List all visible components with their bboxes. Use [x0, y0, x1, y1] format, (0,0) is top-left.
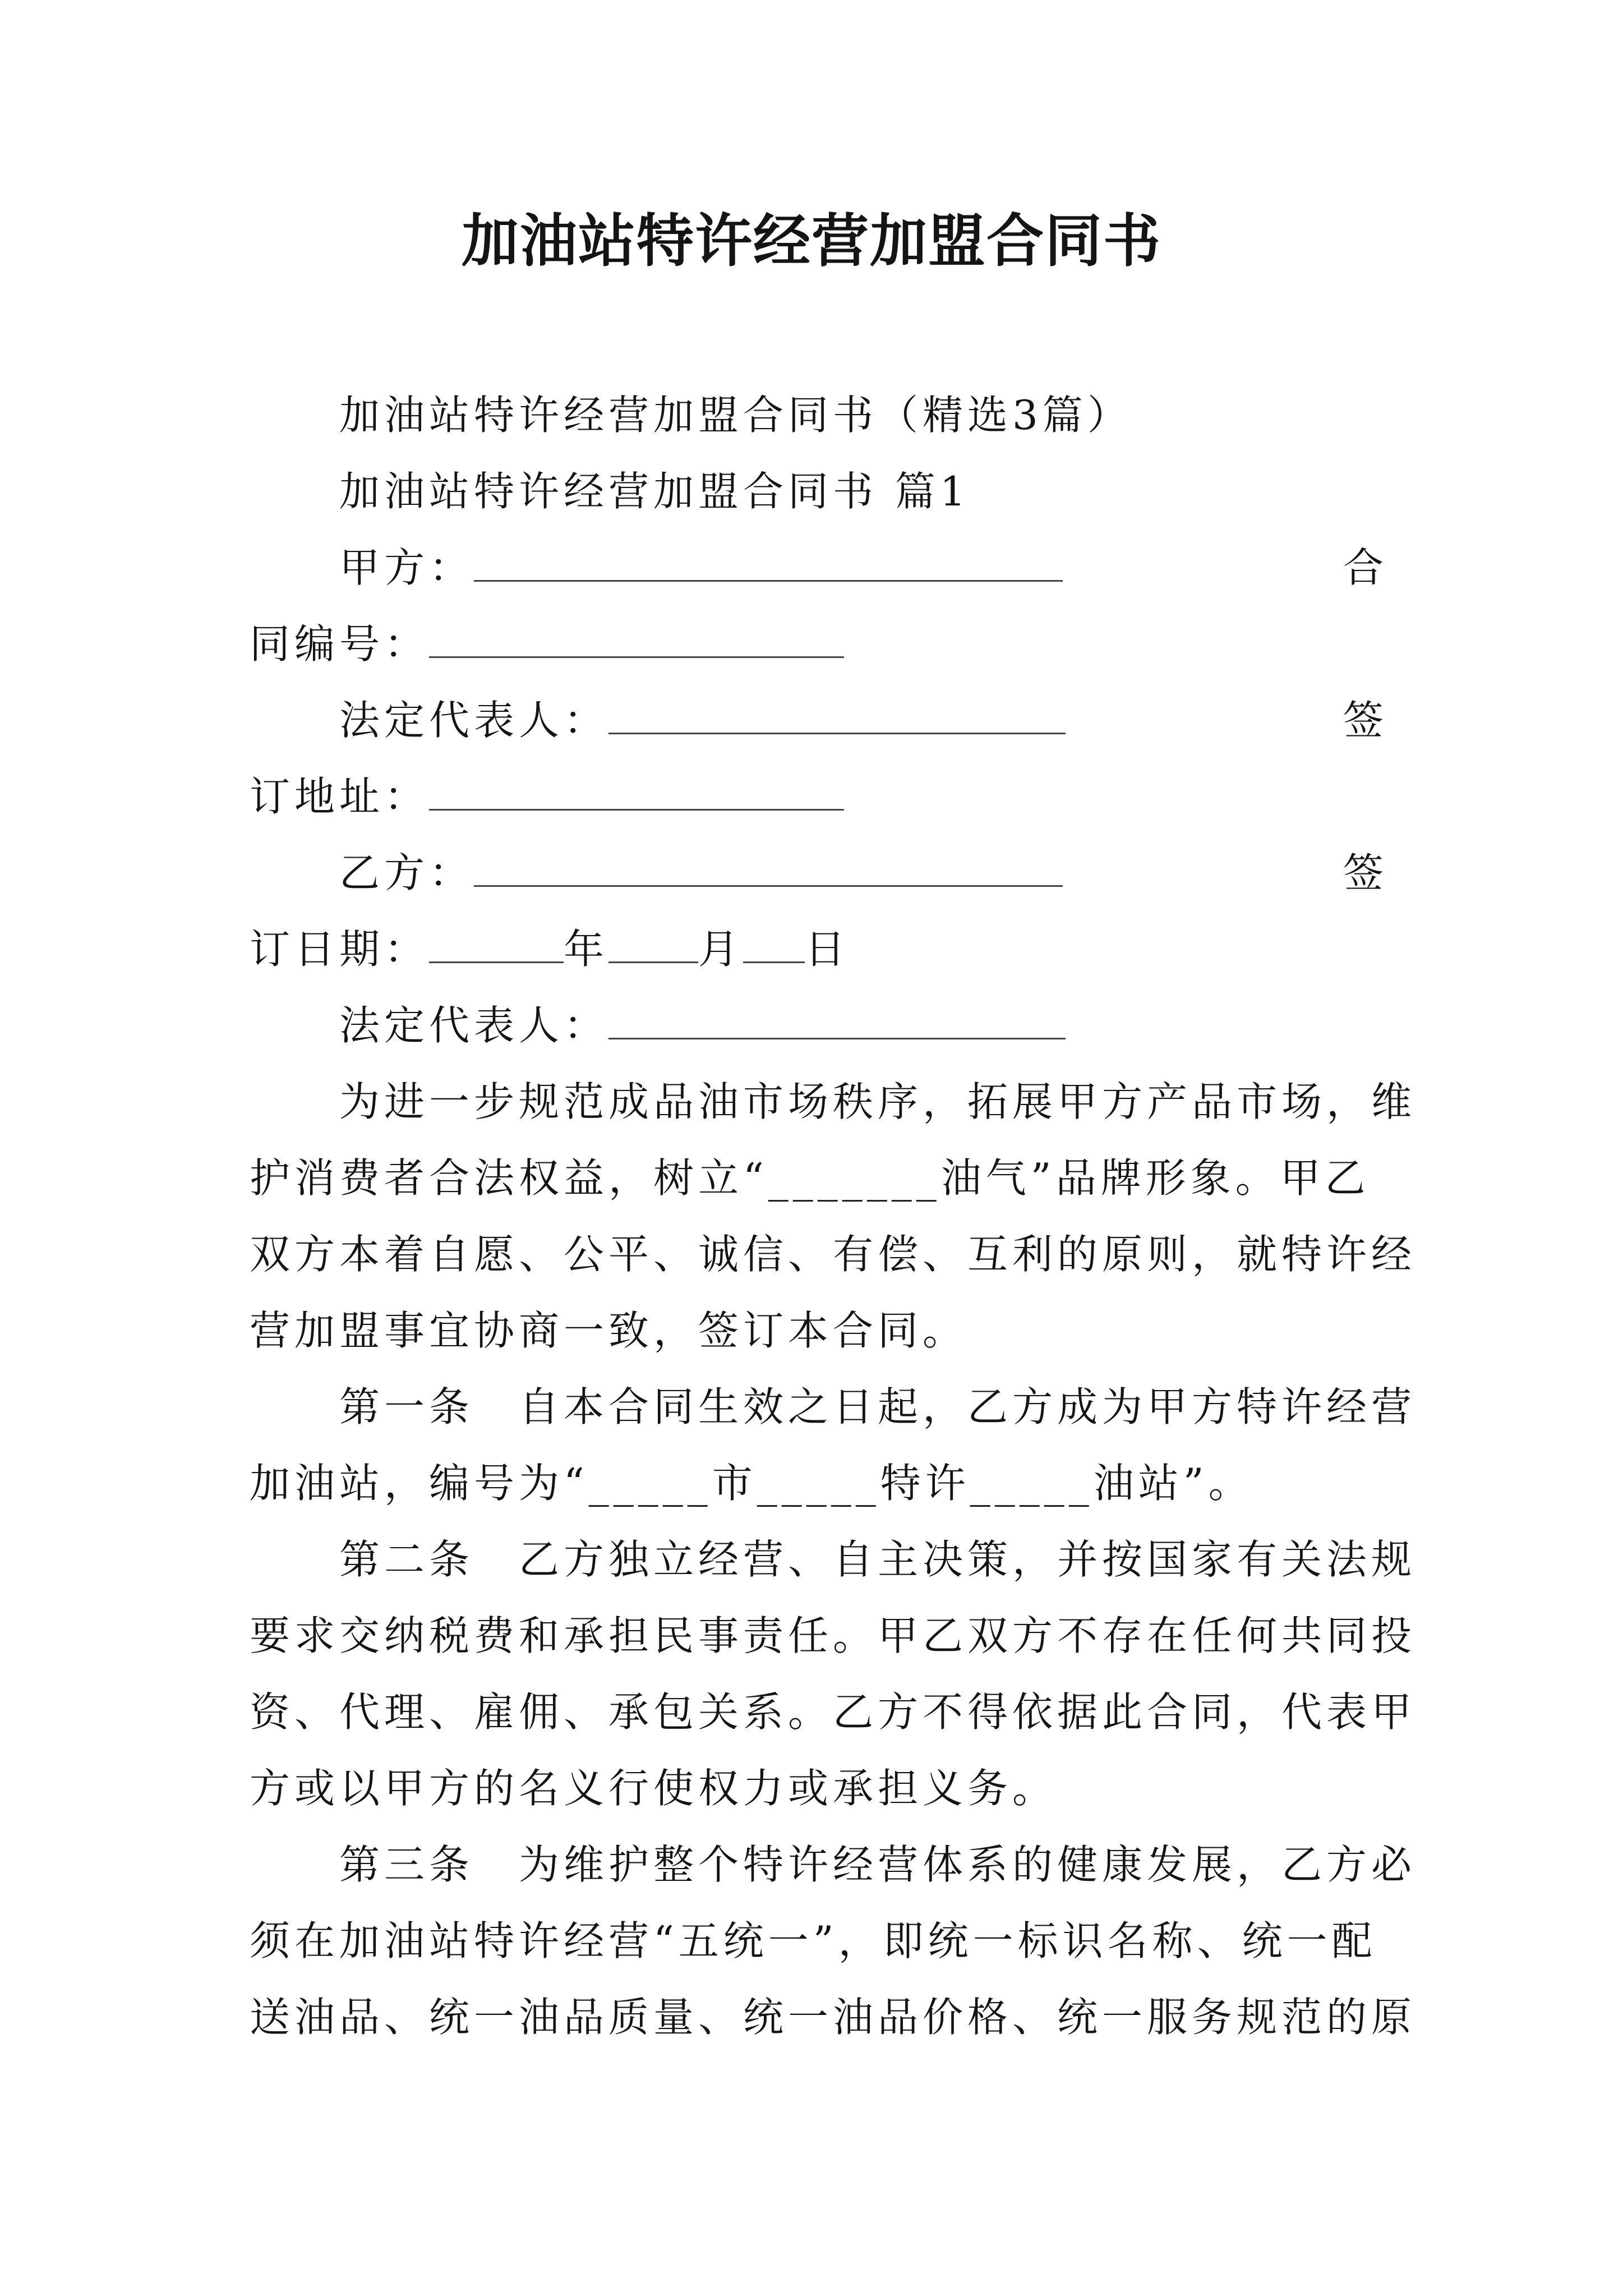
preamble-line: 为进一步规范成品油市场秩序，拓展甲方产品市场，维: [339, 1078, 1417, 1125]
sign-place-blank: [429, 774, 844, 811]
article-1-line: 加油站，编号为“_____市_____特许_____油站”。: [250, 1460, 1253, 1507]
legal-rep-b-label: 法定代表人：: [339, 1002, 609, 1049]
sign-date-label: 订日期：: [250, 926, 430, 973]
year-label: 年: [564, 926, 609, 973]
sign-place-tail: 签: [1343, 697, 1389, 744]
year-blank: [429, 927, 564, 963]
sign-place-label: 订地址：: [250, 773, 430, 820]
article-2-line: 第二条 乙方独立经营、自主决策，并按国家有关法规: [339, 1536, 1417, 1583]
legal-rep-b-blank: [608, 1003, 1066, 1039]
party-a-label: 甲方：: [339, 544, 474, 591]
sign-date-tail: 签: [1343, 849, 1389, 896]
legal-rep-a-blank: [608, 698, 1066, 734]
day-label: 日: [805, 926, 850, 973]
sign-date-field: [250, 921, 850, 977]
article-2-line: 资、代理、雇佣、承包关系。乙方不得依据此合同，代表甲: [250, 1688, 1417, 1736]
legal-rep-b-field: [339, 997, 1066, 1053]
preamble-line: 营加盟事宜协商一致，签订本合同。: [250, 1307, 968, 1354]
article-2-line: 要求交纳税费和承担民事责任。甲乙双方不存在任何共同投: [250, 1612, 1417, 1659]
party-b-blank: [474, 850, 1063, 887]
sign-place-field: [250, 769, 844, 825]
month-blank: [608, 927, 698, 963]
legal-rep-a-field: [339, 692, 1066, 748]
article-3-line: 送油品、统一油品质量、统一油品价格、统一服务规范的原: [250, 1994, 1417, 2041]
part-heading: 加油站特许经营加盟合同书 篇1: [339, 468, 970, 515]
contract-no-label: 同编号：: [250, 620, 430, 668]
contract-no-blank: [429, 622, 844, 658]
month-label: 月: [698, 926, 744, 973]
article-1-line: 第一条 自本合同生效之日起，乙方成为甲方特许经营: [339, 1383, 1417, 1430]
contract-no-tail: 合: [1343, 544, 1389, 591]
day-blank: [743, 927, 805, 963]
article-2-line: 方或以甲方的名义行使权力或承担义务。: [250, 1765, 1058, 1812]
document-title: 加油站特许经营加盟合同书: [462, 208, 1161, 275]
article-3-line: 须在加油站特许经营“五统一”，即统一标识名称、统一配: [250, 1917, 1377, 1964]
party-b-label: 乙方：: [339, 849, 474, 896]
legal-rep-a-label: 法定代表人：: [339, 697, 609, 744]
party-b-field: [339, 845, 1063, 901]
subtitle: 加油站特许经营加盟合同书（精选3篇）: [339, 392, 1132, 439]
party-a-blank: [474, 545, 1063, 582]
contract-no-field: [250, 616, 844, 672]
article-3-line: 第三条 为维护整个特许经营体系的健康发展，乙方必: [339, 1841, 1417, 1888]
preamble-line: 双方本着自愿、公平、诚信、有偿、互利的原则，就特许经: [250, 1231, 1417, 1278]
party-a-field: [339, 540, 1063, 596]
preamble-line: 护消费者合法权益，树立“_______油气”品牌形象。甲乙: [250, 1154, 1370, 1202]
